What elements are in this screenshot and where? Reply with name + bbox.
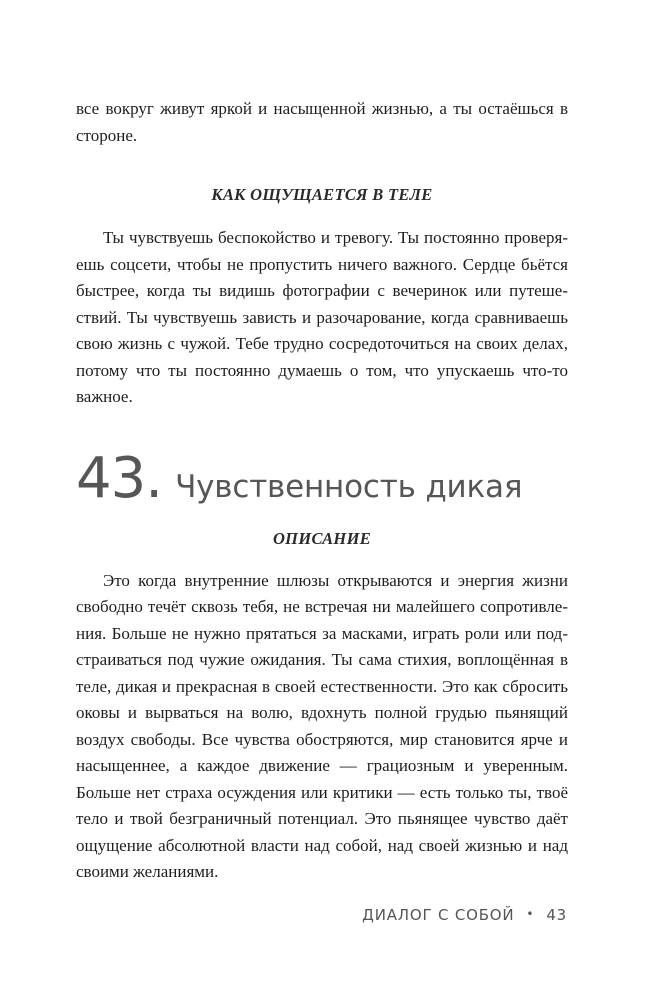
page-content (76, 96, 568, 886)
page-footer (362, 906, 567, 924)
chapter-title (76, 445, 568, 511)
chapter-number-dot: . (145, 445, 164, 511)
chapter-number: 43 (76, 445, 146, 511)
body-sensation-paragraph: Ты чувствуешь беспокойство и тревогу. Ты постоянно проверяешь соцсети, чтобы не пропустить ничего важного. Сердце бьётся быстрее, когда ты видишь фотографии с вечеринок или путешествий. Ты чувствуешь зависть и разочарование, когда сравниваешь свою жизнь с чужой. Тебе трудно сосредоточиться на своих делах, потому что ты постоянно думаешь о том, что упускаешь что-то важное. (76, 228, 568, 406)
page-number: 43 (546, 906, 567, 924)
running-title: ДИАЛОГ С СОБОЙ (362, 906, 515, 924)
intro-paragraph: все вокруг живут яркой и насыщенной жизнью, а ты остаёшься в стороне. (76, 99, 568, 145)
section-heading-body: КАК ОЩУЩАЕТСЯ В ТЕЛЕ (211, 185, 433, 204)
description-paragraph: Это когда внутренние шлюзы открываются и энергия жизни свободно течёт сквозь тебя, не встречая ни малейшего сопротивления. Больше не нужно прятаться за масками, играть роли или подстраиваться под чужие ожидания. Ты сама стихия, воплощённая в теле, дикая и прекрасная в своей естественности. Это как сбросить оковы и вырваться на волю, вдохнуть полной грудью пьянящий воздух свободы. Все чувства обостряются, мир становится ярче и насыщеннее, а каждое движение — грациозным и уверенным. Больше нет страха осуждения или критики — есть только ты, твоё тело и твой безграничный потенциал. Это пьянящее чувство даёт ощущение абсолютной власти над собой, над своей жизнью и над своими желаниями. (76, 570, 568, 881)
section-heading-description: ОПИСАНИЕ (272, 528, 372, 548)
chapter-name: Чувственность дикая (175, 468, 523, 505)
footer-separator: • (526, 907, 535, 921)
